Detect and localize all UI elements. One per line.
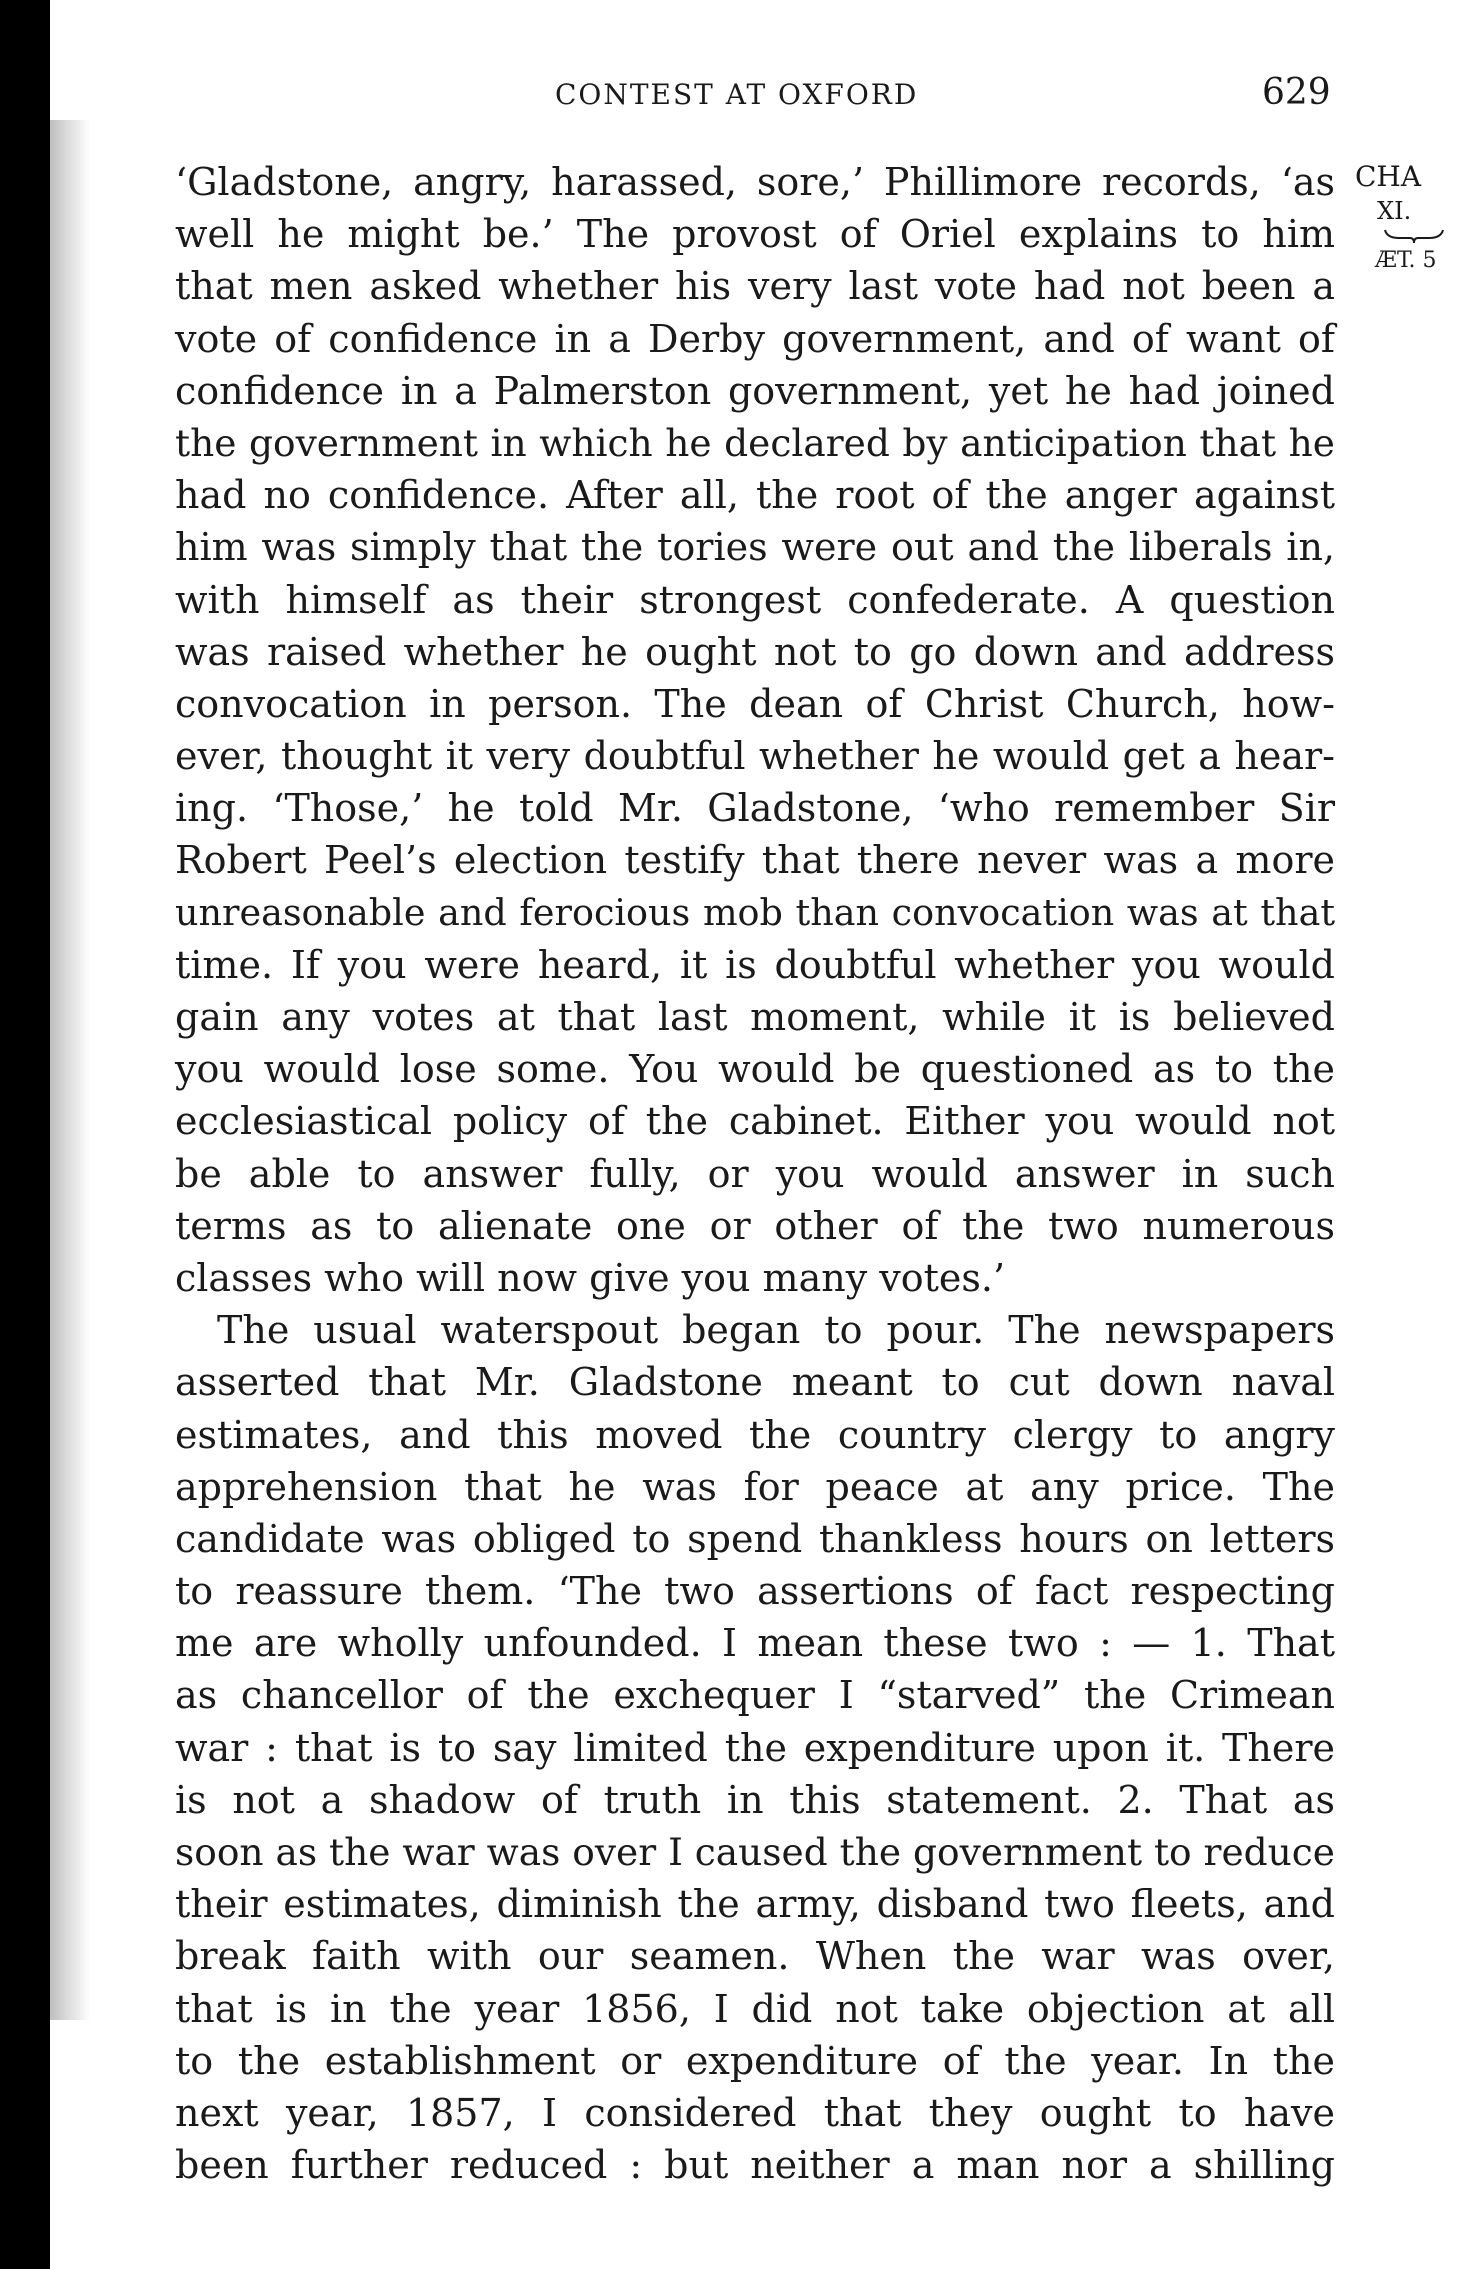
text-line: their estimates, diminish the army, disband two fleets, and xyxy=(175,1882,1335,1927)
text-line: convocation in person. The dean of Christ Church, how- xyxy=(175,681,1335,726)
page-number: 629 xyxy=(1262,72,1331,113)
text-line: been further reduced : but neither a man nor a shilling xyxy=(175,2143,1335,2188)
text-line: well he might be.’ The provost of Oriel explains to him xyxy=(175,212,1335,257)
text-line: unreasonable and ferocious mob than convocation was at that xyxy=(175,890,1335,934)
text-line: that men asked whether his very last vote had not been a xyxy=(175,264,1335,309)
text-line: candidate was obliged to spend thankless hours on letters xyxy=(175,1516,1335,1561)
text-line: ing. ‘Those,’ he told Mr. Gladstone, ‘who remember Sir xyxy=(175,786,1335,831)
text-line: had no confidence. After all, the root of the anger against xyxy=(175,473,1335,518)
text-line: the government in which he declared by anticipation that he xyxy=(175,420,1335,465)
text-line: next year, 1857, I considered that they ought to have xyxy=(175,2090,1335,2135)
text-line: soon as the war was over I caused the government to reduce xyxy=(175,1830,1335,1874)
text-line: as chancellor of the exchequer I “starved” the Crimean xyxy=(175,1673,1335,1718)
text-line: confidence in a Palmerston government, yet he had joined xyxy=(175,368,1335,413)
text-line: gain any votes at that last moment, while it is believed xyxy=(175,995,1335,1039)
page-binding-edge xyxy=(0,0,50,2269)
sidenote-chapter-label: CHA xyxy=(1355,160,1422,193)
body-text xyxy=(175,156,1335,2191)
text-line: you would lose some. You would be questioned as to the xyxy=(175,1047,1335,1092)
text-line: him was simply that the tories were out and the liberals in, xyxy=(175,525,1335,570)
text-line: break faith with our seamen. When the war was over, xyxy=(175,1934,1335,1979)
text-line: is not a shadow of truth in this statement. 2. That as xyxy=(175,1777,1335,1822)
text-line: that is in the year 1856, I did not take objection at all xyxy=(175,1986,1335,2031)
text-line: classes who will now give you many votes.’ xyxy=(175,1255,1006,1300)
text-line: The usual waterspout began to pour. The newspapers xyxy=(217,1308,1335,1353)
text-line: to reassure them. ‘The two assertions of fact respecting xyxy=(175,1569,1335,1614)
text-line: be able to answer fully, or you would answer in such xyxy=(175,1151,1335,1196)
text-line: to the establishment or expenditure of the year. In the xyxy=(175,2038,1335,2083)
text-line: was raised whether he ought not to go down and address xyxy=(175,629,1335,674)
text-line: ecclesiastical policy of the cabinet. Either you would not xyxy=(175,1099,1335,1144)
paragraph xyxy=(175,156,1335,1304)
text-line: with himself as their strongest confederate. A question xyxy=(175,577,1335,622)
text-line: ever, thought it very doubtful whether he would get a hear- xyxy=(175,734,1335,779)
text-line: Robert Peel’s election testify that there never was a more xyxy=(175,838,1335,883)
paragraph xyxy=(175,1304,1335,2191)
text-line: vote of confidence in a Derby government, and of want of xyxy=(175,316,1335,361)
running-title: CONTEST AT OXFORD xyxy=(555,78,919,111)
margin-sidenote xyxy=(1355,160,1475,278)
text-line: terms as to alienate one or other of the two numerous xyxy=(175,1203,1335,1248)
text-line: war : that is to say limited the expenditure upon it. There xyxy=(175,1725,1335,1770)
text-line: asserted that Mr. Gladstone meant to cut down naval xyxy=(175,1360,1335,1405)
text-line: me are wholly unfounded. I mean these two : — 1. That xyxy=(175,1621,1335,1666)
text-line: ‘Gladstone, angry, harassed, sore,’ Phillimore records, ‘as xyxy=(175,160,1335,204)
text-line: apprehension that he was for peace at any price. The xyxy=(175,1464,1335,1509)
sidenote-chapter-number: XI. xyxy=(1377,197,1412,225)
page-binding-shadow xyxy=(50,120,90,2020)
sidenote-age: ÆT. 5 xyxy=(1375,248,1437,273)
text-line: time. If you were heard, it is doubtful whether you would xyxy=(175,942,1335,987)
sidenote-brace-icon xyxy=(1383,228,1445,244)
text-line: estimates, and this moved the country clergy to angry xyxy=(175,1412,1335,1457)
